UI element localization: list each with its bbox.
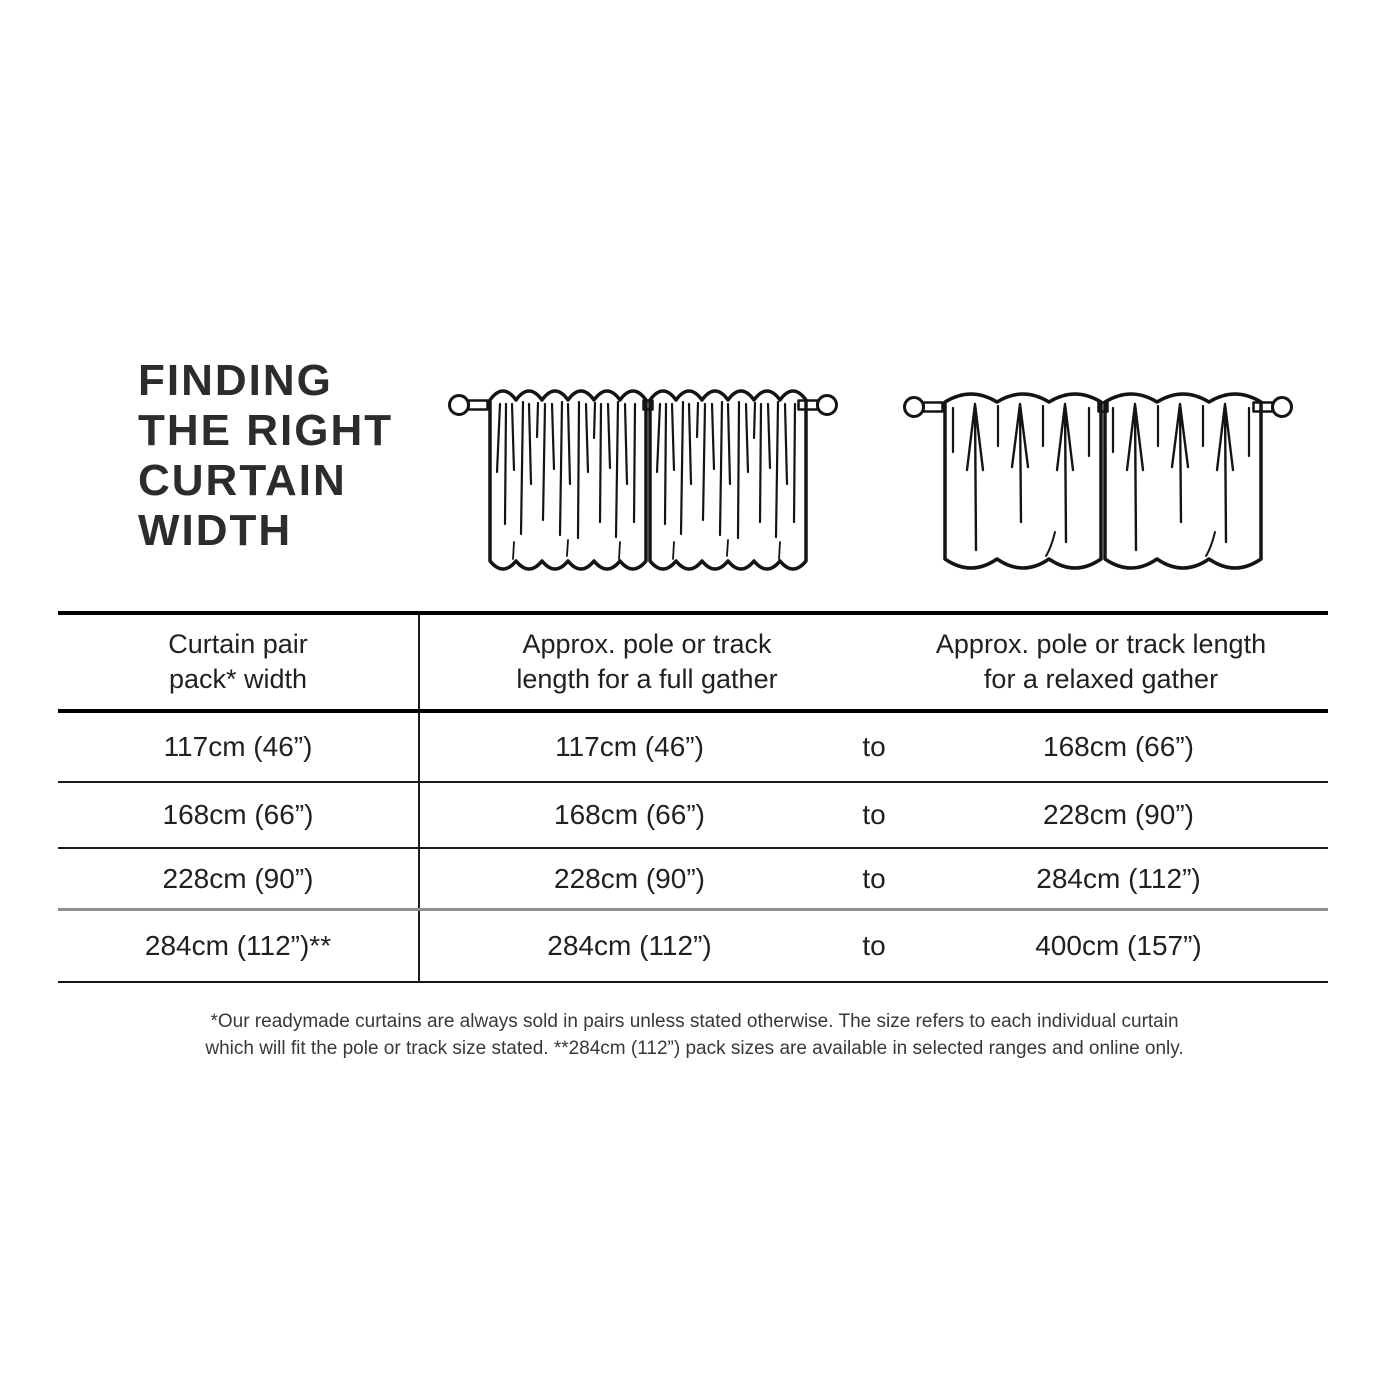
col-header-full-gather (420, 615, 874, 709)
col-header-relaxed-gather (874, 615, 1328, 709)
pack-width-cell: 168cm (66”) (58, 783, 420, 847)
to-label: to (862, 930, 886, 961)
finial-icon (818, 396, 837, 415)
table-row (58, 911, 1328, 983)
title-line: THE RIGHT (138, 406, 394, 455)
full-gather-cell: 284cm (112”) (547, 930, 712, 961)
title-line: FINDING (138, 356, 333, 405)
header-line: Approx. pole or track (522, 629, 772, 659)
full-gather-cell: 168cm (66”) (554, 799, 705, 830)
pack-width-cell: 117cm (46”) (58, 713, 420, 781)
header-line: pack* width (168, 664, 308, 694)
relaxed-gather-curtains-icon (903, 372, 1293, 587)
curtain-sizing-table (58, 611, 1328, 983)
finial-icon (905, 398, 924, 417)
full-gather-curtains-icon (448, 372, 838, 587)
footnote-line: *Our readymade curtains are always sold in pairs unless stated otherwise. The size refers to each individual curtain (210, 1011, 1179, 1032)
relaxed-gather-cell: 228cm (90”) (1043, 799, 1194, 830)
full-gather-cell: 228cm (90”) (554, 862, 705, 894)
header-line: for a relaxed gather (983, 664, 1219, 694)
pack-width-cell: 228cm (90”) (58, 849, 420, 908)
table-row (58, 849, 1328, 911)
table-row (58, 783, 1328, 849)
table-row (58, 713, 1328, 783)
relaxed-gather-cell: 284cm (112”) (1036, 862, 1201, 894)
title-line: CURTAIN (138, 456, 347, 505)
title-line: WIDTH (138, 506, 293, 555)
header-line: Approx. pole or track length (935, 629, 1267, 659)
finial-icon (450, 396, 469, 415)
footnote-line: which will fit the pole or track size stated. **284cm (112”) pack sizes are available in selected ranges and online only. (205, 1038, 1184, 1059)
to-label: to (862, 862, 886, 894)
finial-icon (1273, 398, 1292, 417)
to-label: to (862, 799, 886, 830)
page-title (138, 356, 393, 556)
header-line: length for a full gather (516, 664, 778, 694)
relaxed-gather-cell: 400cm (157”) (1035, 930, 1202, 961)
col-header-pack-width (58, 615, 420, 709)
header-line: Curtain pair (168, 629, 308, 659)
table-header-row (58, 615, 1328, 713)
full-gather-cell: 117cm (46”) (555, 731, 704, 762)
relaxed-gather-cell: 168cm (66”) (1043, 731, 1194, 762)
footnote (0, 1008, 1389, 1062)
pack-width-cell: 284cm (112”)** (58, 911, 420, 981)
to-label: to (862, 731, 886, 762)
